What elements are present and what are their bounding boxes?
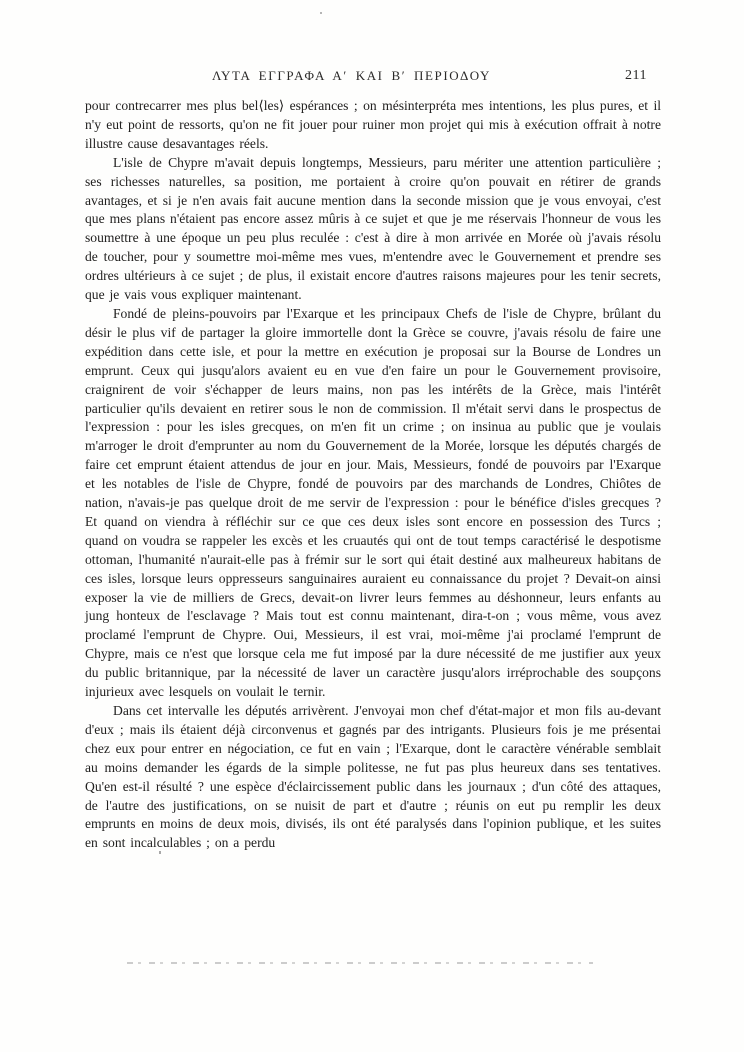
paragraph-continued: pour contrecarrer mes plus bel⟨les⟩ espérances ; on mésinterpréta mes intentions, les plus pures, et il n'y eut point de ressorts, qu'on ne fit jouer pour ruiner mon projet qui mis à exécution offrait à notre illustre cause desavantages réels.: [85, 98, 661, 151]
page-number: 211: [625, 68, 647, 83]
scan-speck-top: [320, 12, 322, 14]
running-title: ΛΥΤΑ ΕΓΓΡΑΦΑ Α′ ΚΑΙ Β′ ΠΕΡΙΟΔΟΥ: [212, 68, 492, 83]
paragraph: Dans cet intervalle les députés arrivèrent. J'envoyai mon chef d'état-major et mon fils au-devant d'eux ; mais ils étaient déjà circonvenus et gagnés par des intrigants. Plusieurs fois je me présentai chez eux pour entrer en négociation, ce fut en vain ; l'Exarque, dont le caractère vénérable semblait au moins demander les égards de la simple politesse, ne fut pas plus heureux dans ses tentatives. Qu'en est-il résulté ? une espèce d'éclaircissement public dans les journaux ; d'un côté des attaques, de l'autre des justifications, on se nuisit de part et d'autre ; réunis on eut pu remplir les deux emprunts en moins de deux mois, divisés, ils ont été paralysés dans l'opinion publique, et les suites en sont incalculables ; on a perdu: [85, 703, 661, 851]
page-body: [85, 97, 661, 853]
scan-speck-mid: [159, 851, 161, 854]
scan-artifact-dashed-line: [127, 962, 593, 964]
paragraph: L'isle de Chypre m'avait depuis longtemps, Messieurs, paru mériter une attention particulière ; ses richesses naturelles, sa position, me portaient à croire qu'on pouvait en rétirer de grands avantages, et si je n'en avais fait aucune mention dans la seconde mission que je vous envoyai, c'est que mes plans n'étaient pas encore assez mûris à ce sujet et que je me réservais l'honneur de vous les soumettre à une époque un peu plus reculée : c'est à dire à mon arrivée en Morée où j'avais résolu de toucher, pour y soumettre moi-même mes vues, m'entendre avec le Gouvernement et prendre ses ordres ultérieurs à ce sujet ; de plus, il existait encore d'autres raisons majeures pour les tenir secrets, que je vais vous expliquer maintenant.: [85, 154, 661, 303]
page-header: [85, 68, 660, 88]
paragraph: Fondé de pleins-pouvoirs par l'Exarque et les principaux Chefs de l'isle de Chypre, brûlant du désir le plus vif de partager la gloire immortelle dont la Grèce se couvre, j'avais résolu de faire une expédition dans cette isle, et pour la mettre en exécution je proposai sur la Bourse de Londres un emprunt. Ceux qui jusqu'alors avaient eu en vue d'en faire un pour le Gouvernement provisoire, craignirent de voir s'échapper de leurs mains, non pas les intérêts de la Grèce, mais l'intérêt particulier qu'ils devaient en retirer sous le non de commission. Il m'était servi dans le prospectus de l'expression : pour les isles grecques, on m'en fit un crime ; on insinua au public que je voulais m'arroger le droit d'emprunter au nom du Gouvernement de la Morée, lorsque les députés chargés de faire cet emprunt étaient attendus de jour en jour. Mais, Messieurs, fondé de pouvoirs par l'Exarque et les notables de l'isle de Chypre, fondé de pouvoirs par des marchands de Londres, Chiôtes de nation, n'avais-je pas quelque droit de me servir de l'expression : pour le bénéfice d'isles grecques ? Et quand on viendra à réfléchir sur ce que ces deux isles sont encore en possession des Turcs ; quand on voudra se rappeler les excès et les cruautés qui ont de tout temps caractérisé le despotisme ottoman, l'humanité n'aurait-elle pas à frémir sur le sort qui était destiné aux malheureux habitans de ces isles, lorsque leurs oppresseurs sanguinaires auraient eu connaissance du projet ? Devait-on ainsi exposer la vie de milliers de Grecs, devait-on livrer leurs femmes au déshonneur, leurs enfants au jung honteux de l'esclavage ? Mais tout est connu maintenant, dira-t-on ; vous même, vous avez proclamé l'emprunt de Chypre. Oui, Messieurs, il est vrai, moi-même j'ai proclamé l'emprunt de Chypre, mais ce n'est que lorsque cela me fut imposé par la dure nécessité de me justifier aux yeux du public britannique, par la nécessité de laver un caractère jusqu'alors irréprochable des soupçons injurieux avec lesquels on voulait le ternir.: [85, 305, 661, 700]
